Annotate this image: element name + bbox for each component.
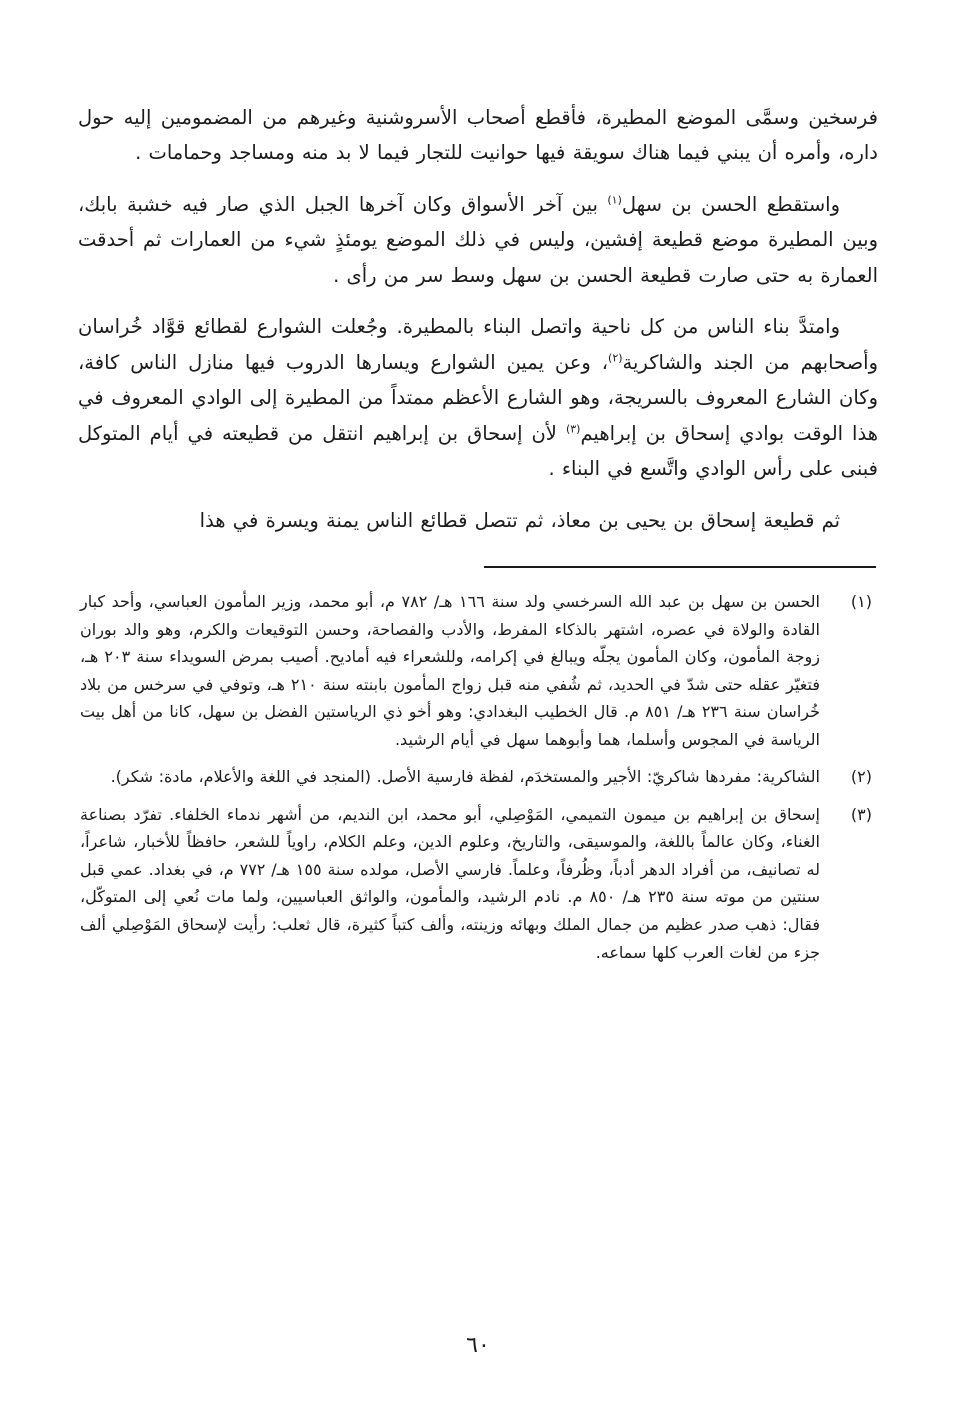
main-text bbox=[78, 100, 878, 538]
footnote-separator bbox=[484, 566, 876, 568]
footnote-item bbox=[80, 801, 872, 966]
footnote-text: إسحاق بن إبراهيم بن ميمون التميمي، المَوْصِلي، أبو محمد، ابن النديم، من أشهر ندماء الخلفاء. تفرّد بصناعة الغناء، وكان عالماً باللغة، والموسيقى، والتاريخ، وعلوم الدين، وعلم الكلام، راوياً للشعر، حافظاً للأخبار، شاعراً، له تصانيف، من أفراد الدهر أدباً، وظُرفاً، وعلماً. فارسي الأصل، مولده سنة ١٥٥ هـ/ ٧٧٢ م، في بغداد. عمي قبل سنتين من موته سنة ٢٣٥ هـ/ ٨٥٠ م. نادم الرشيد، والمأمون، والواثق العباسيين، ولما مات نُعي إلى المتوكّل، فقال: ذهب صدر عظيم من جمال الملك وبهائه وزينته، وألف كتباً كثيرة، قال ثعلب: رأيت لإسحاق المَوْصِلي ألف جزء من لغات العرب كلها سماعه. bbox=[80, 804, 821, 962]
body-paragraph: واستقطع الحسن بن سهل$^{(١)}$ بين آخر الأسواق وكان آخرها الجبل الذي صار فيه خشبة بابك، وبين المطيرة موضع قطيعة إفشين، وليس في ذلك الموضع يومئذٍ شيء من العمارات ثم أحدقت العمارة به حتى صارت قطيعة الحسن بن سهل وسط سر من رأى . bbox=[78, 192, 878, 287]
footnote-reference: (١) bbox=[607, 193, 622, 207]
page-number: ٦٠ bbox=[466, 1333, 490, 1358]
footnote-text: الحسن بن سهل بن عبد الله السرخسي ولد سنة ١٦٦ هـ/ ٧٨٢ م، أبو محمد، وزير المأمون العباسي، وأحد كبار القادة والولاة في عصره، اشتهر بالذكاء المفرط، والأدب والفصاحة، وحسن التوقيعات والكرم، وهو والد بوران زوجة المأمون، وكان المأمون يجلّه ويبالغ في إكرامه، وللشعراء فيه أماديح. أصيب بمرض السويداء سنة ٢٠٣ هـ، فتغيّر عقله حتى شدّ في الحديد، ثم شُفي منه قبل زواج المأمون بابنته سنة ٢١٠ هـ، وتوفي في سرخس من بلاد خُراسان سنة ٢٣٦ هـ/ ٨٥١ م. قال الخطيب البغدادي: وهو أخو ذي الرياستين الفضل بن سهل، كانا من أهل بيت الرياسة في المجوس وأسلما، هما وأبوهما سهل في أيام الرشيد. bbox=[80, 592, 821, 749]
body-paragraph: ثم قطيعة إسحاق بن يحيى بن معاذ، ثم تتصل قطائع الناس يمنة ويسرة في هذا bbox=[199, 508, 840, 532]
footnote-reference: (٢) bbox=[608, 351, 623, 365]
footnote-marker: (١) bbox=[850, 592, 872, 612]
footnote-marker: (٢) bbox=[850, 767, 872, 787]
body-paragraph: فرسخين وسمَّى الموضع المطيرة، فأقطع أصحاب الأسروشنية وغيرهم من المضمومين إليه حول داره، وأمره أن يبني فيما هناك سويقة فيها حوانيت للتجار فيما لا بد منه ومساجد وحمامات . bbox=[78, 106, 878, 165]
footnote-item bbox=[80, 763, 872, 791]
footnote-text: الشاكرية: مفردها شاكريّ: الأجير والمستخدَم، لفظة فارسية الأصل. (المنجد في اللغة والأعلام، مادة: شكر). bbox=[110, 767, 820, 787]
footnote-item bbox=[80, 588, 872, 753]
footnotes-list bbox=[78, 588, 878, 966]
footnote-reference: (٣) bbox=[565, 422, 581, 436]
footnote-marker: (٣) bbox=[850, 804, 872, 824]
body-paragraph: وامتدَّ بناء الناس من كل ناحية واتصل البناء بالمطيرة. وجُعلت الشوارع لقطائع قوَّاد خُراسان وأصحابهم من الجند والشاكرية$^{(٢)}$، وعن يمين الشوارع ويسارها الدروب فيها منازل الناس كافة، وكان الشارع المعروف بالسريجة، وهو الشارع الأعظم ممتداً من المطيرة إلى الوادي المعروف في هذا الوقت بوادي إسحاق بن إبراهيم$^{(٣)}$ لأن إسحاق بن إبراهيم انتقل من قطيعته في أيام المتوكل فبنى على رأس الوادي واتَّسع في البناء . bbox=[78, 315, 878, 481]
